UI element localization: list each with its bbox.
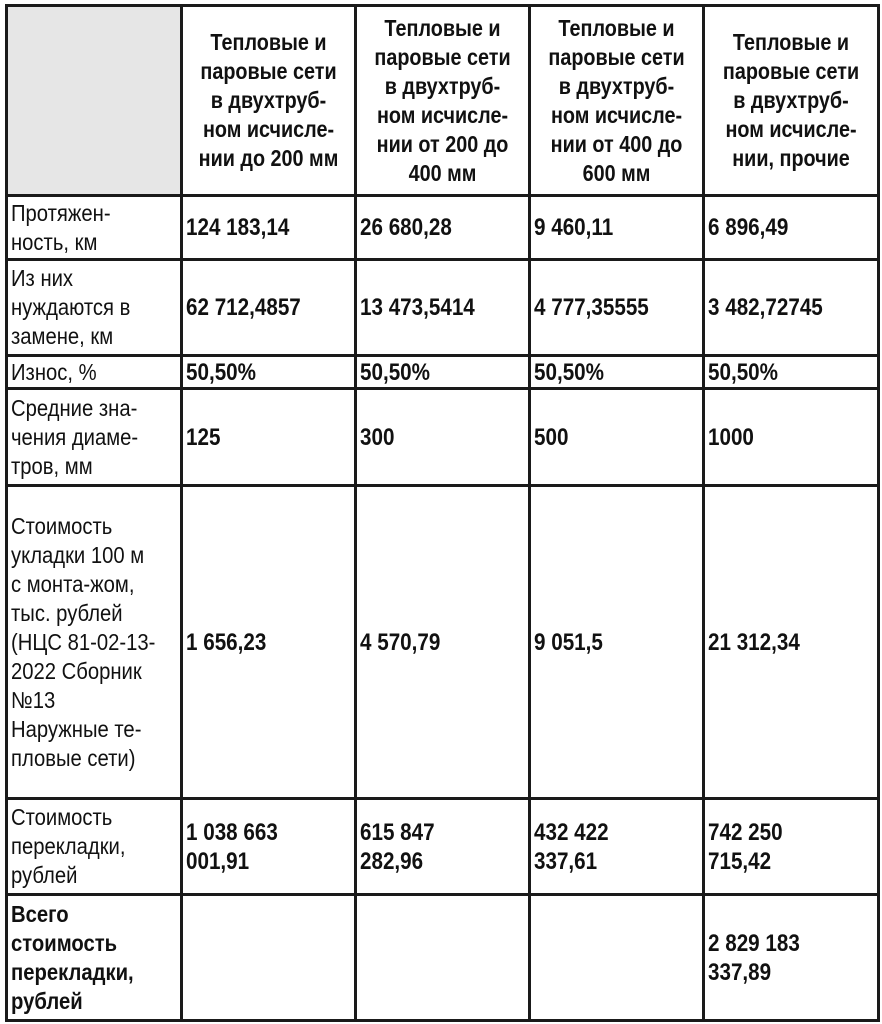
table-cell: 9 460,11 — [530, 196, 704, 260]
row-label: Из них нуждаются в замене, км — [7, 260, 182, 356]
cost-table — [5, 4, 880, 1022]
table-cell: 1 038 663 001,91 — [182, 799, 356, 895]
table-cell: 742 250 715,42 — [704, 799, 879, 895]
column-header: Тепловые и паровые сети в двухтруб-ном исчисле-нии от 200 до 400 мм — [356, 6, 530, 196]
table-cell: 615 847 282,96 — [356, 799, 530, 895]
table-cell: 4 570,79 — [356, 486, 530, 799]
column-header: Тепловые и паровые сети в двухтруб-ном исчисле-нии, прочие — [704, 6, 879, 196]
header-row — [7, 6, 879, 196]
row-label: Протяжен-ность, км — [7, 196, 182, 260]
table-row — [7, 356, 879, 389]
table-row — [7, 196, 879, 260]
table-row — [7, 260, 879, 356]
table-cell: 4 777,35555 — [530, 260, 704, 356]
table-cell: 50,50% — [704, 356, 879, 389]
table-cell: 2 829 183 337,89 — [704, 895, 879, 1021]
table-cell: 124 183,14 — [182, 196, 356, 260]
table-cell — [356, 895, 530, 1021]
table-row — [7, 799, 879, 895]
table-cell: 50,50% — [356, 356, 530, 389]
table-cell — [530, 895, 704, 1021]
table-cell: 50,50% — [182, 356, 356, 389]
table-row — [7, 486, 879, 799]
table-cell: 1 656,23 — [182, 486, 356, 799]
table-row — [7, 389, 879, 486]
corner-cell — [7, 6, 182, 196]
table-cell: 26 680,28 — [356, 196, 530, 260]
column-header: Тепловые и паровые сети в двухтруб-ном исчисле-нии до 200 мм — [182, 6, 356, 196]
table-cell — [182, 895, 356, 1021]
table-cell: 50,50% — [530, 356, 704, 389]
table-cell: 125 — [182, 389, 356, 486]
table-cell: 6 896,49 — [704, 196, 879, 260]
row-label: Средние зна-чения диаме-тров, мм — [7, 389, 182, 486]
table-cell: 9 051,5 — [530, 486, 704, 799]
column-header: Тепловые и паровые сети в двухтруб-ном исчисле-нии от 400 до 600 мм — [530, 6, 704, 196]
table-cell: 62 712,4857 — [182, 260, 356, 356]
table-cell: 500 — [530, 389, 704, 486]
row-label: Стоимость перекладки, рублей — [7, 799, 182, 895]
table-row-total — [7, 895, 879, 1021]
row-label: Износ, % — [7, 356, 182, 389]
row-label: Стоимость укладки 100 м с монта-жом, тыс. рублей (НЦС 81-02-13-2022 Сборник №13 Наружные те-пловые сети) — [7, 486, 182, 799]
row-label: Всего стоимость перекладки, рублей — [7, 895, 182, 1021]
table-cell: 3 482,72745 — [704, 260, 879, 356]
table-cell: 432 422 337,61 — [530, 799, 704, 895]
table-cell: 21 312,34 — [704, 486, 879, 799]
table-cell: 300 — [356, 389, 530, 486]
table-cell: 13 473,5414 — [356, 260, 530, 356]
table-cell: 1000 — [704, 389, 879, 486]
